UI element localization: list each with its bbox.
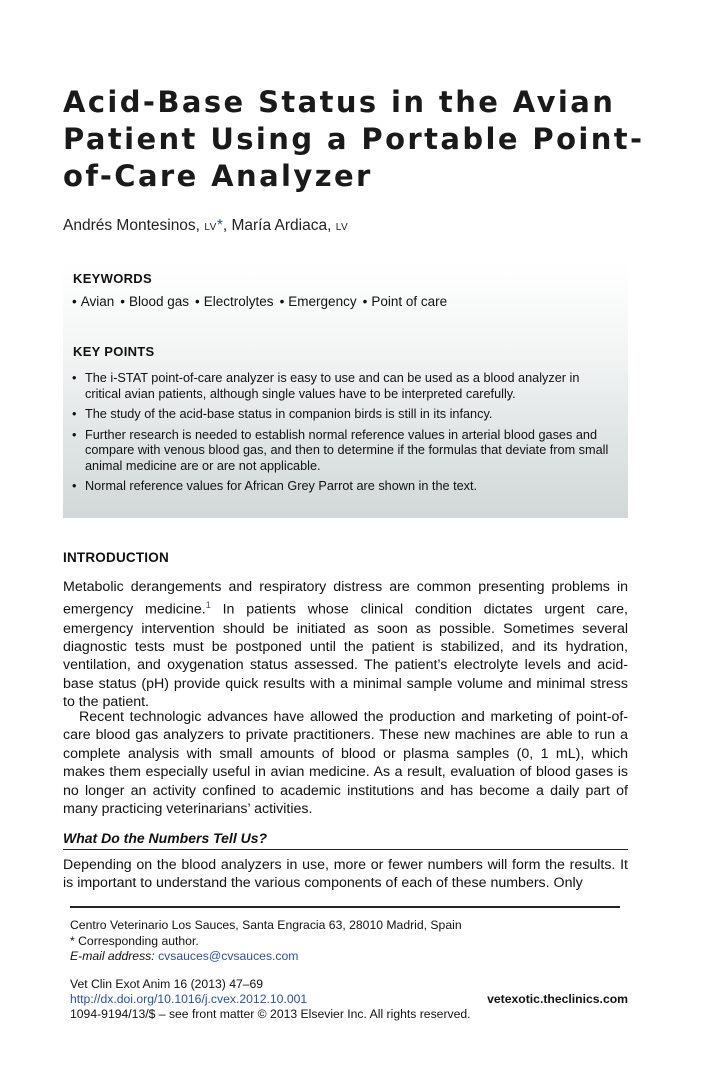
paragraph-text: Metabolic derangements and respiratory distress are common presenting problems in emergency medicine. — [63, 579, 628, 619]
key-points-heading: KEY POINTS — [73, 344, 155, 359]
author-separator: , — [222, 217, 232, 234]
key-point: • Normal reference values for African Grey Parrot are shown in the text. — [72, 479, 610, 495]
footnote-divider — [70, 906, 620, 908]
introduction-paragraph — [63, 578, 628, 712]
keywords-heading: KEYWORDS — [73, 271, 152, 286]
journal-citation: Vet Clin Exot Anim 16 (2013) 47–69 — [70, 977, 264, 991]
corresponding-author-note: * Corresponding author. — [70, 934, 199, 948]
email-note — [70, 949, 298, 963]
subsection-paragraph: Depending on the blood analyzers in use, more or fewer numbers will form the results. It is important to understand the various components of each of these numbers. Only — [63, 857, 628, 892]
author-list — [63, 217, 348, 235]
paragraph-text: In patients whose clinical condition dictates urgent care, emergency intervention should be initiated as soon as possible. Sometimes several diagnostic tests must be postponed until the patient is stabilized, and its hydration, ventilation, and oxygenation status assessed. The patient’s electrolyte levels and acid-base status (pH) provide quick results with a minimal sample volume and minimal stress to the patient. — [63, 602, 629, 711]
key-points-list — [72, 371, 610, 500]
key-point: • The study of the acid-base status in companion birds is still in its infancy. — [72, 407, 610, 423]
keywords-list — [72, 294, 447, 309]
author-degree: LV — [335, 222, 349, 233]
keyword: • Emergency — [280, 294, 357, 309]
author-name: María Ardiaca, — [231, 217, 332, 234]
copyright-note: 1094-9194/13/$ – see front matter © 2013 Elsevier Inc. All rights reserved. — [70, 1007, 471, 1021]
keyword: • Point of care — [363, 294, 448, 309]
key-point: • The i-STAT point-of-care analyzer is easy to use and can be used as a blood analyzer in critical avian patients, although single values have to be interpreted carefully. — [72, 371, 610, 402]
corresponding-author-mark[interactable]: * — [216, 217, 223, 234]
introduction-heading: INTRODUCTION — [63, 550, 169, 565]
email-link[interactable]: cvsauces@cvsauces.com — [158, 949, 299, 963]
article-title: Acid-Base Status in the Avian Patient Using a Portable Point-of-Care Analyzer — [63, 85, 645, 193]
introduction-paragraph: Recent technologic advances have allowed the production and marketing of point-of-care blood gas analyzers to private practitioners. These new machines are able to run a complete analysis with small amounts of blood or plasma samples (0, 1 mL), which makes them especially useful in avian medicine. As a result, evaluation of blood gases is no longer an activity confined to academic institutions and has become a daily part of many practicing veterinarians’ activities. — [63, 709, 628, 818]
keyword: • Blood gas — [120, 294, 189, 309]
keyword: • Avian — [72, 294, 114, 309]
affiliation-note: Centro Veterinario Los Sauces, Santa Engracia 63, 28010 Madrid, Spain — [70, 918, 462, 932]
author-degree: LV — [204, 222, 217, 233]
subsection-heading: What Do the Numbers Tell Us? — [63, 830, 628, 850]
doi-link[interactable]: http://dx.doi.org/10.1016/j.cvex.2012.10.001 — [70, 992, 308, 1006]
journal-site-link[interactable]: vetexotic.theclinics.com — [487, 992, 628, 1006]
key-point: • Further research is needed to establish normal reference values in arterial blood gases and compare with venous blood gas, and then to determine if the formulas that deviate from small animal medicine are or are not applicable. — [72, 428, 610, 475]
author-name: Andrés Montesinos, — [63, 217, 200, 234]
email-label: E-mail address: — [70, 949, 155, 963]
abstract-box — [63, 262, 628, 518]
reference-link[interactable]: 1 — [205, 600, 211, 611]
keyword: • Electrolytes — [195, 294, 274, 309]
